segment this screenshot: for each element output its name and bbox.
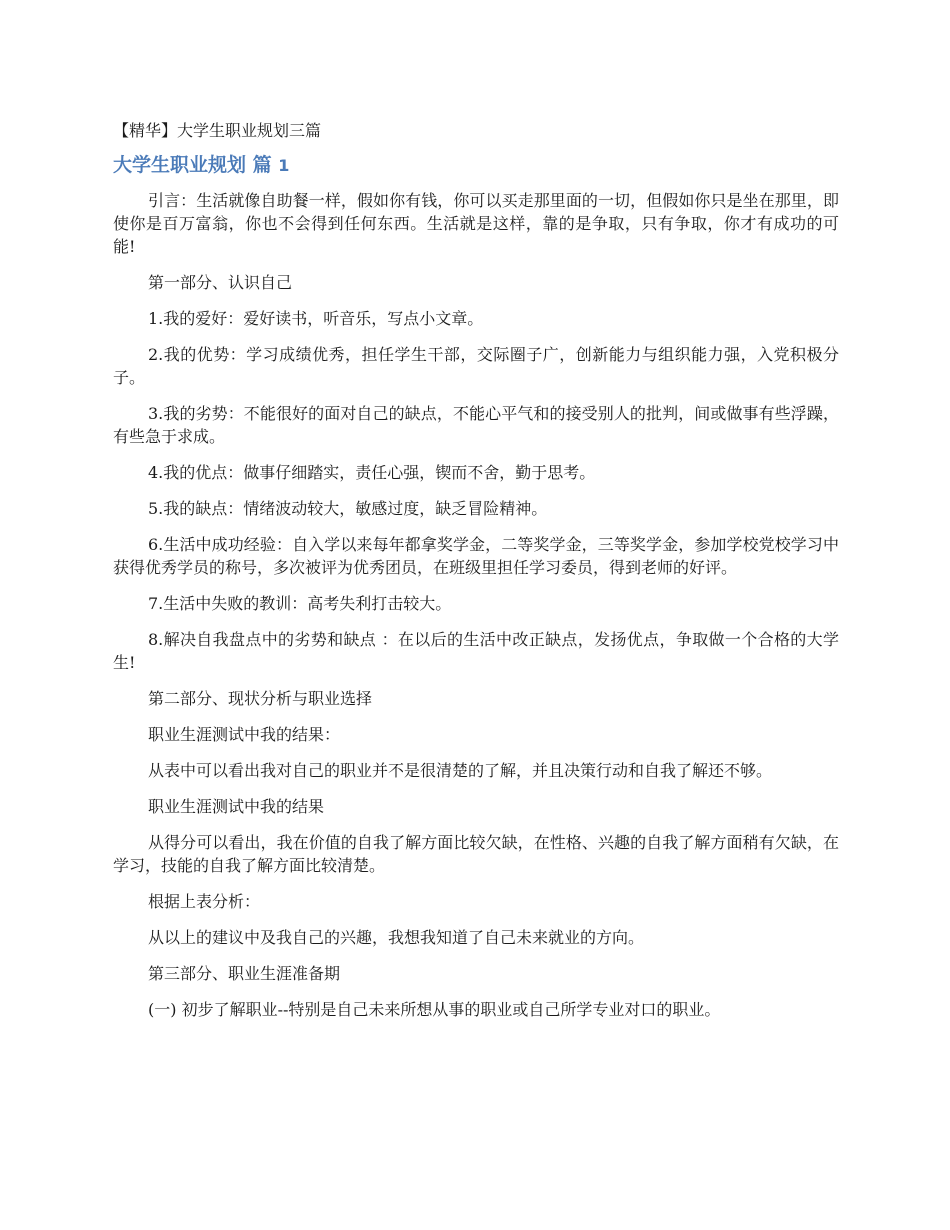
paragraph: 引言：生活就像自助餐一样，假如你有钱，你可以买走那里面的一切，但假如你只是坐在那里，即使你是百万富翁，你也不会得到任何东西。生活就是这样，靠的是争取，只有争取，你才有成功的可能! — [113, 191, 839, 256]
section-heading-suffix: 篇 — [252, 154, 272, 176]
paragraph: 2.我的优势：学习成绩优秀，担任学生干部，交际圈子广，创新能力与组织能力强，入党积极分子。 — [113, 345, 839, 387]
section-heading-text: 大学生职业规划 — [113, 154, 247, 176]
paragraph: 8.解决自我盘点中的劣势和缺点 ：在以后的生活中改正缺点，发扬优点，争取做一个合格的大学生! — [113, 630, 839, 672]
paragraph: (一) 初步了解职业--特别是自己未来所想从事的职业或自己所学专业对口的职业。 — [148, 1000, 721, 1019]
paragraph: 1.我的爱好：爱好读书，听音乐，写点小文章。 — [148, 309, 484, 328]
paragraph: 5.我的缺点：情绪波动较大，敏感过度，缺乏冒险精神。 — [148, 499, 548, 518]
document-page — [113, 120, 839, 1034]
paragraph: 从得分可以看出，我在价值的自我了解方面比较欠缺，在性格、兴趣的自我了解方面稍有欠缺，在学习，技能的自我了解方面比较清楚。 — [113, 833, 839, 875]
paragraph: 第一部分、认识自己 — [148, 273, 293, 292]
paragraph: 从表中可以看出我对自己的职业并不是很清楚的了解，并且决策行动和自我了解还不够。 — [148, 761, 773, 780]
body-paragraphs — [113, 189, 839, 1021]
section-heading-number: 1 — [278, 156, 290, 175]
paragraph: 3.我的劣势：不能很好的面对自己的缺点，不能心平气和的接受别人的批判，间或做事有些浮躁，有些急于求成。 — [113, 404, 839, 446]
paragraph: 根据上表分析： — [148, 892, 261, 911]
paragraph: 7.生活中失败的教训：高考失利打击较大。 — [148, 594, 452, 613]
paragraph: 第二部分、现状分析与职业选择 — [148, 689, 373, 708]
paragraph: 第三部分、职业生涯准备期 — [148, 964, 341, 983]
document-title: 【精华】大学生职业规划三篇 — [113, 121, 322, 140]
section-heading — [113, 152, 839, 179]
paragraph: 从以上的建议中及我自己的兴趣，我想我知道了自己未来就业的方向。 — [148, 928, 645, 947]
paragraph: 6.生活中成功经验：自入学以来每年都拿奖学金，二等奖学金，三等奖学金，参加学校党校学习中获得优秀学员的称号，多次被评为优秀团员，在班级里担任学习委员，得到老师的好评。 — [113, 535, 839, 577]
paragraph: 职业生涯测试中我的结果 — [148, 797, 325, 816]
paragraph: 职业生涯测试中我的结果： — [148, 725, 341, 744]
paragraph: 4.我的优点：做事仔细踏实，责任心强，锲而不舍，勤于思考。 — [148, 463, 596, 482]
